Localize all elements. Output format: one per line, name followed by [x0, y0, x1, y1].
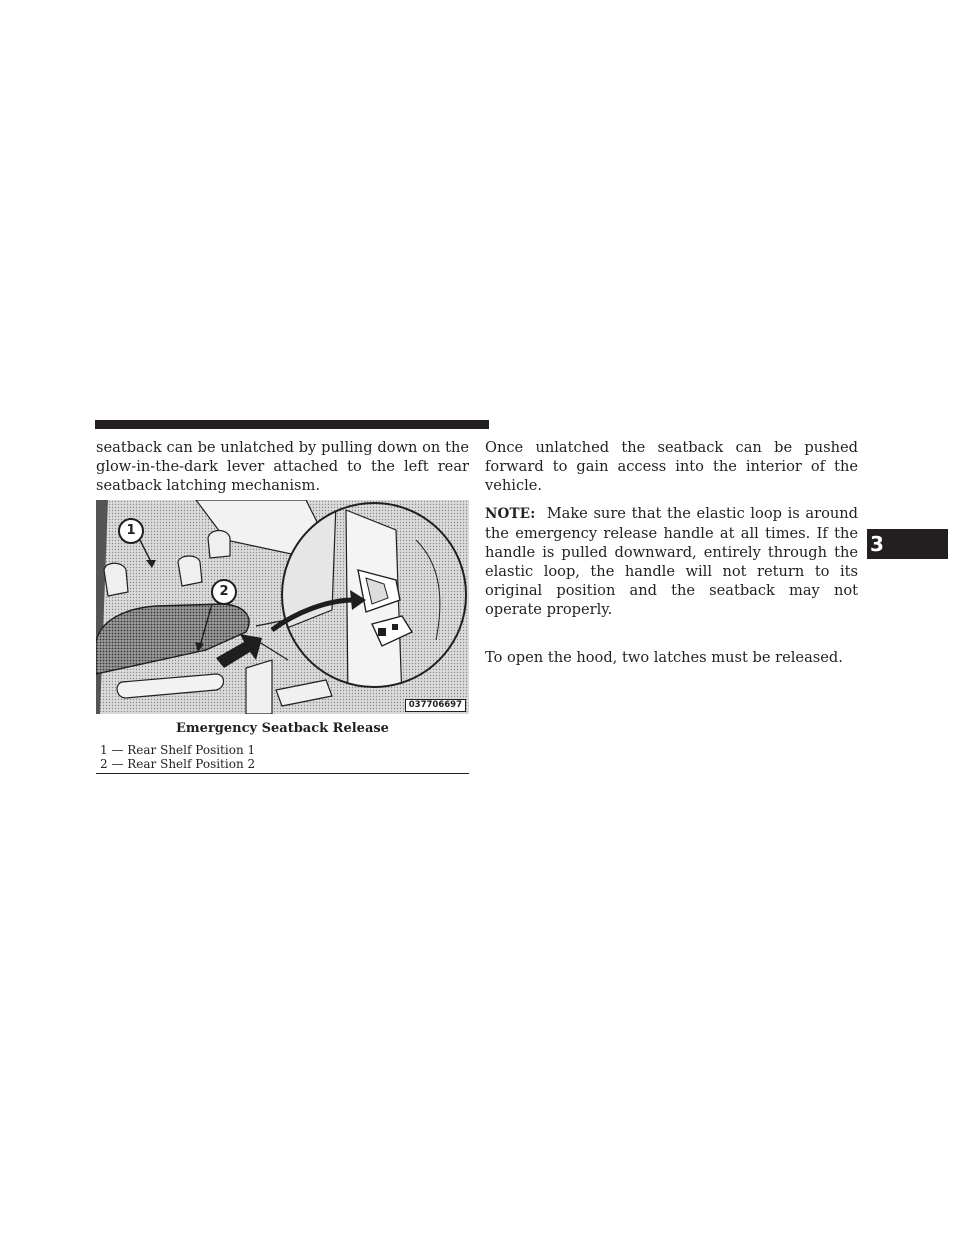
push-forward-paragraph: Once unlatched the seatback can be pushed forward to gain access into the interior of the vehicle. — [485, 439, 858, 494]
open-hood-paragraph: To open the hood, two latches must be released. — [485, 649, 843, 666]
callout-2: 2 — [211, 579, 237, 605]
seatback-release-illustration — [96, 500, 469, 714]
emergency-seatback-release-figure — [96, 500, 469, 714]
callout-1: 1 — [118, 518, 144, 544]
legend-item: 2 — Rear Shelf Position 2 — [100, 757, 256, 771]
note-paragraph — [485, 504, 858, 619]
right-column — [485, 438, 858, 667]
figure-legend — [100, 743, 255, 771]
chapter-number: 3 — [870, 532, 884, 556]
left-column — [96, 438, 469, 495]
figure-caption: Emergency Seatback Release — [176, 721, 389, 736]
legend-rule — [96, 773, 469, 774]
chapter-tab — [867, 529, 948, 559]
figure-code: 037706697 — [405, 699, 466, 712]
section-top-rule — [95, 420, 489, 429]
seatback-unlatch-paragraph: seatback can be unlatched by pulling down on the glow-in-the-dark lever attached to the left rear seatback latching mechanism. — [96, 439, 469, 494]
legend-item: 1 — Rear Shelf Position 1 — [100, 743, 256, 757]
note-text: Make sure that the elastic loop is around the emergency release handle at all times. If the handle is pulled downward, entirely through the elastic loop, the handle will not return to its original position and the seatback may not operate properly. — [485, 505, 858, 618]
note-label: NOTE: — [485, 506, 536, 522]
